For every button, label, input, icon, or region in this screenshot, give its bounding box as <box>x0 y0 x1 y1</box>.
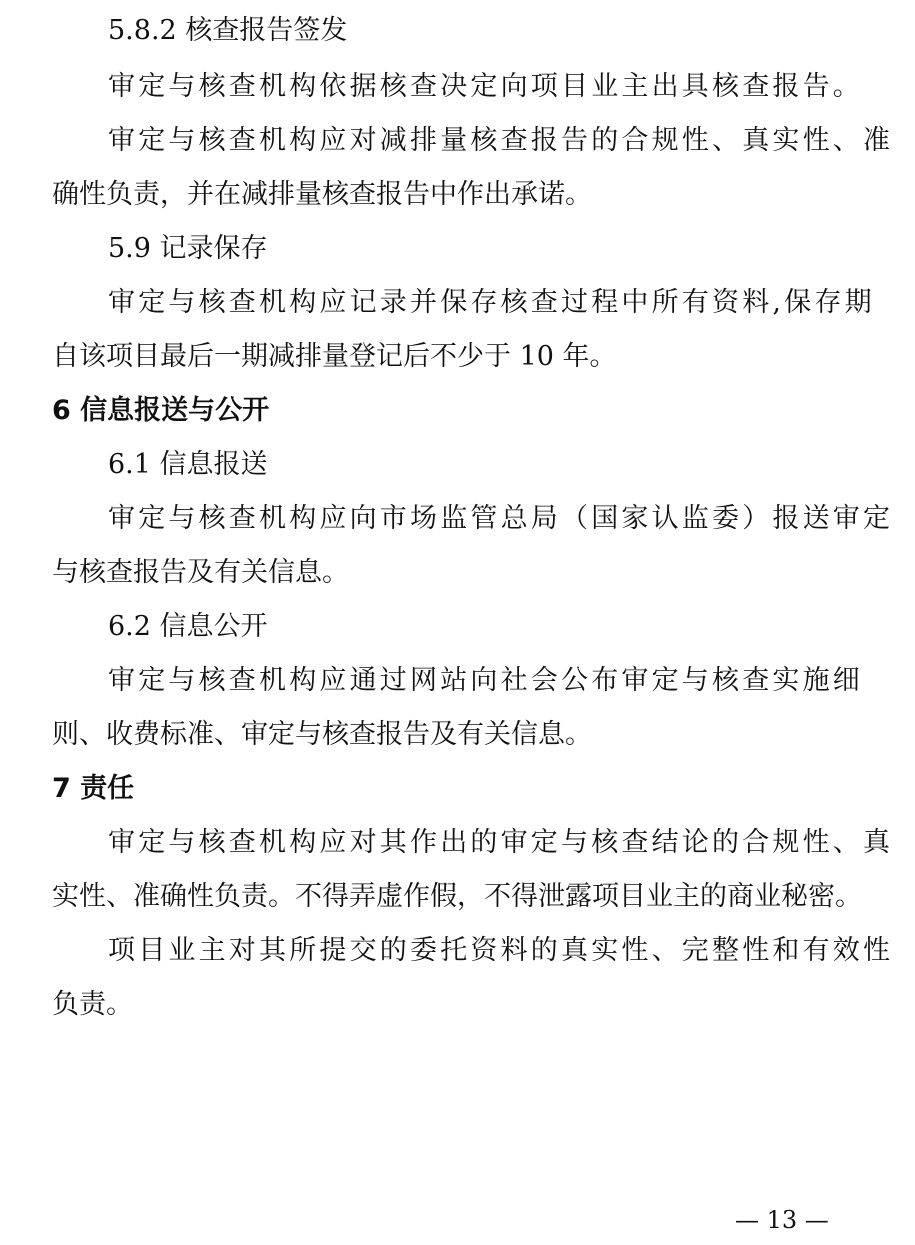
paragraph-7-a-line-1: 审定与核查机构应对其作出的审定与核查结论的合规性、真 <box>108 827 894 858</box>
section-7-heading: 7 责任 <box>52 773 135 804</box>
section-5-9-heading: 5.9 记录保存 <box>108 233 268 264</box>
paragraph-6-1-line-2: 与核查报告及有关信息。 <box>52 557 349 588</box>
section-6-1-heading: 6.1 信息报送 <box>108 449 268 480</box>
paragraph-5-8-2-line-1: 审定与核查机构依据核查决定向项目业主出具核查报告。 <box>108 71 863 102</box>
page-number: — 13 — <box>735 1206 829 1234</box>
section-6-heading: 6 信息报送与公开 <box>52 395 270 426</box>
paragraph-6-1-line-1: 审定与核查机构应向市场监管总局（国家认监委）报送审定 <box>108 503 894 534</box>
paragraph-5-9-line-2: 自该项目最后一期减排量登记后不少于 10 年。 <box>52 341 617 372</box>
paragraph-6-2-line-1: 审定与核查机构应通过网站向社会公布审定与核查实施细 <box>108 665 863 696</box>
paragraph-6-2-line-2: 则、收费标准、审定与核查报告及有关信息。 <box>52 719 592 750</box>
section-6-2-heading: 6.2 信息公开 <box>108 611 268 642</box>
paragraph-5-8-2b-line-1: 审定与核查机构应对减排量核查报告的合规性、真实性、准 <box>108 125 894 156</box>
paragraph-7-b-line-1: 项目业主对其所提交的委托资料的真实性、完整性和有效性 <box>108 935 894 966</box>
paragraph-7-a-line-2: 实性、准确性负责。不得弄虚作假，不得泄露项目业主的商业秘密。 <box>52 881 862 912</box>
paragraph-5-9-line-1: 审定与核查机构应记录并保存核查过程中所有资料,保存期 <box>108 287 875 318</box>
paragraph-7-b-line-2: 负责。 <box>52 989 133 1020</box>
paragraph-5-8-2b-line-2: 确性负责，并在减排量核查报告中作出承诺。 <box>52 179 592 210</box>
section-5-8-2-heading: 5.8.2 核查报告签发 <box>108 15 348 46</box>
